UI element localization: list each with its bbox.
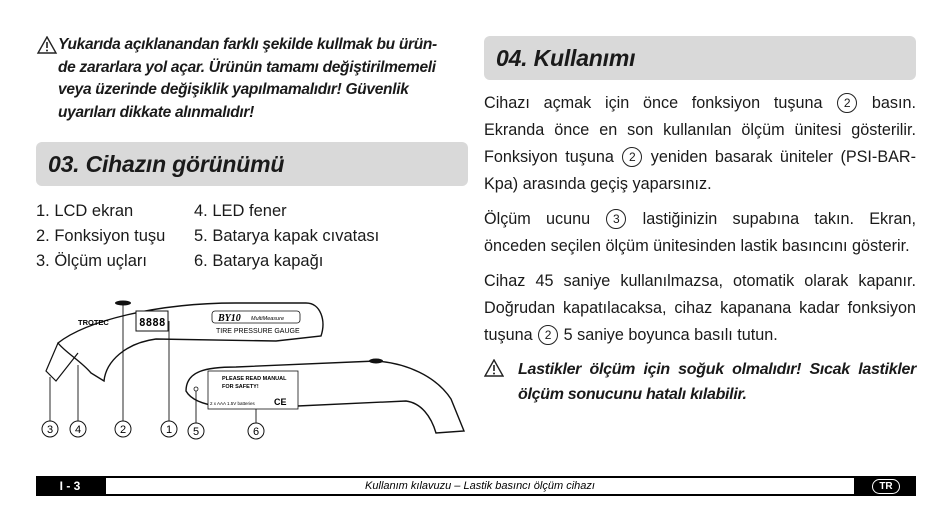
paragraph-3: Cihaz 45 saniye kullanılmazsa, otomatik olarak kapanır. Doğrudan kapatılacaksa, cihaz kapanana kadar fonksiyon tuşuna 2 5 saniye boyunca basılı tutun. [484,272,916,344]
parts-list [36,200,468,273]
part-item: 6. Batarya kapağı [194,252,324,270]
lcd-digits: 8888 [139,316,166,329]
warning-line: veya üzerinde değişiklik yapılmamalıdır! Güvenlik [58,81,409,98]
warning-line: de zararlara yol açar. Ürünün tamamı değiştirilmemeli [58,58,436,76]
brand-logo: TROTEC [78,318,109,327]
part-item: 3. Ölçüm uçları [36,252,147,270]
temperature-warning [484,357,916,407]
battery-text: 2 x AAA 1.5V batteries [210,401,255,406]
model-sub: MultiMeasure [251,316,285,322]
usage-text [484,90,916,349]
callout-6: 6 [252,426,260,438]
part-item: 5. Batarya kapak cıvatası [194,227,380,245]
section-04-title: 04. Kullanımı [496,44,636,71]
language-badge [856,479,916,494]
right-column [484,36,916,407]
warning-triangle-icon [36,36,58,54]
safety-warning-text [58,34,437,124]
ce-mark: CE [274,397,287,407]
warning-line: uyarıları dikkate alınmalıdır! [58,103,255,121]
section-03-title: 03. Cihazın görünümü [48,150,285,177]
device-illustration [36,281,468,441]
callout-5: 5 [192,426,200,438]
part-item: 2. Fonksiyon tuşu [36,227,166,245]
ref-number: 2 [538,325,558,345]
callout-2: 2 [119,424,127,436]
part-item: 4. LED fener [194,202,287,220]
callout-3: 3 [46,424,54,436]
model-name: BY10 [218,313,241,324]
function-button [115,301,131,306]
part-item: 1. LCD ekran [36,202,134,220]
ref-number: 2 [622,147,642,167]
footer-title: Kullanım kılavuzu – Lastik basıncı ölçüm cihazı [106,478,854,494]
left-column [36,34,468,441]
section-03-heading [36,142,468,186]
paragraph-2: Ölçüm ucunu 3 lastiğinizin supabına takın. Ekran, önceden seçilen ölçüm ünitesinden lastik basıncını gösterir. [484,210,917,255]
product-name: TIRE PRESSURE GAUGE [216,328,300,335]
safety-warning [36,34,468,124]
warning-triangle-icon [484,359,504,377]
back-button [369,359,383,364]
device-drawing [36,281,468,441]
page-footer [36,476,916,496]
ref-number: 2 [837,93,857,113]
back-label-1: PLEASE READ MANUAL [222,376,287,382]
paragraph-1: Cihazı açmak için önce fonksiyon tuşuna 2 basın. Ekranda önce en son kullanılan ölçüm ünitesi gösterilir. Fonksiyon tuşuna 2 yeniden basarak üniteler (PSI-BAR-Kpa) arasında geçiş yaparsınız. [484,94,917,193]
back-label-2: FOR SAFETY! [222,384,259,390]
ref-number: 3 [606,209,626,229]
language-code: TR [872,479,899,494]
callout-4: 4 [74,424,82,436]
callout-1: 1 [165,424,173,436]
warning-line: Yukarıda açıklanandan farklı şekilde kullmak bu ürün- [58,36,437,53]
temperature-warning-text: Lastikler ölçüm için soğuk olmalıdır! Sıcak lastikler ölçüm sonucunu hatalı kılabilir. [518,361,916,403]
section-04-heading [484,36,916,80]
page-number: I - 3 [36,476,104,496]
